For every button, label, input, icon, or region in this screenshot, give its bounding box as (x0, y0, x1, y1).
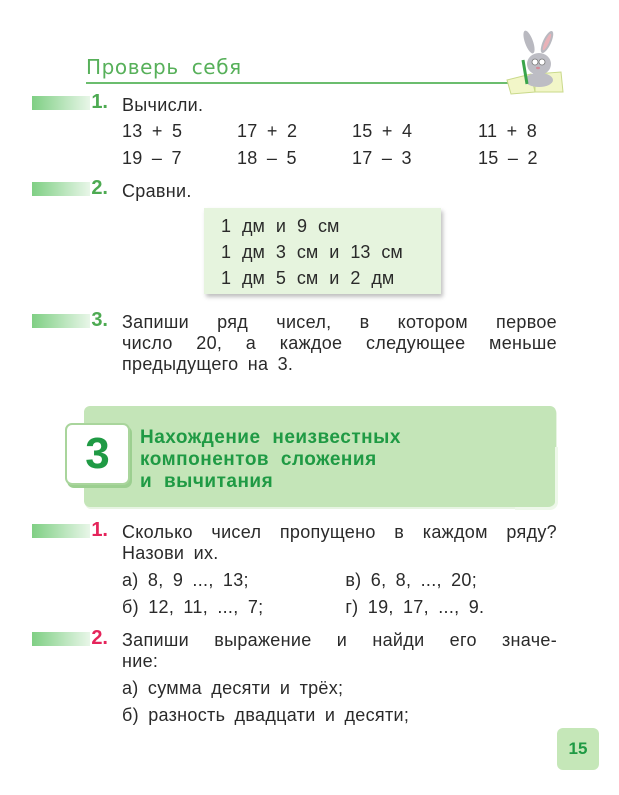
section-title-line: Нахождение неизвестных (140, 427, 401, 448)
task-number: 2. (91, 627, 108, 649)
sequence-row (122, 569, 477, 591)
expression-row (122, 147, 593, 169)
comparison-item: 1 дм 5 см и 2 дм (221, 268, 395, 288)
task-number: 1. (91, 91, 108, 113)
comparison-box (204, 208, 441, 294)
expression: 15 + 4 (352, 121, 413, 141)
expression-item: б) разность двадцати и десяти; (122, 705, 410, 725)
expression-row (122, 120, 593, 142)
section-title-line: компонентов сложения (140, 449, 377, 470)
sequence-item: в) 6, 8, ..., 20; (345, 570, 478, 590)
expression: 11 + 8 (478, 121, 538, 141)
expression: 17 + 2 (237, 121, 298, 141)
expression-item: а) сумма десяти и трёх; (122, 678, 344, 698)
expression: 17 – 3 (352, 148, 412, 168)
task-number: 1. (91, 519, 108, 541)
sequence-row (122, 596, 484, 618)
task-number: 3. (91, 309, 108, 331)
page-number: 15 (557, 728, 599, 770)
sequence-item: б) 12, 11, ..., 7; (122, 597, 264, 617)
title-underline (86, 82, 526, 84)
expression: 13 + 5 (122, 121, 183, 141)
task-text-line: Запиши ряд чисел, в котором первое (122, 312, 557, 332)
task-text-line: Назови их. (122, 543, 219, 563)
task-text-line: Запиши выражение и найди его значе- (122, 630, 557, 650)
comparison-item: 1 дм и 9 см (221, 216, 340, 236)
task-prompt: Сравни. (122, 181, 192, 201)
task-text-line: число 20, а каждое следующее меньше (122, 333, 557, 353)
section-number-badge: 3 (65, 423, 130, 485)
check-yourself-title: Проверь себя (86, 55, 242, 79)
bunny-with-pencil-icon (505, 30, 565, 96)
sequence-item: г) 19, 17, ..., 9. (345, 597, 485, 617)
sequence-item: а) 8, 9 ..., 13; (122, 570, 249, 590)
expression: 15 – 2 (478, 148, 538, 168)
section-title (140, 427, 401, 493)
section-title-line: и вычитания (140, 471, 274, 492)
task-text-line: предыдущего на 3. (122, 354, 294, 374)
task-prompt: Вычисли. (122, 95, 204, 115)
task-number: 2. (91, 177, 108, 199)
expression: 19 – 7 (122, 148, 182, 168)
task-text-line: Сколько чисел пропущено в каждом ряду? (122, 522, 557, 542)
comparison-item: 1 дм 3 см и 13 см (221, 242, 403, 262)
expression: 18 – 5 (237, 148, 297, 168)
task-text-line: ние: (122, 651, 159, 671)
